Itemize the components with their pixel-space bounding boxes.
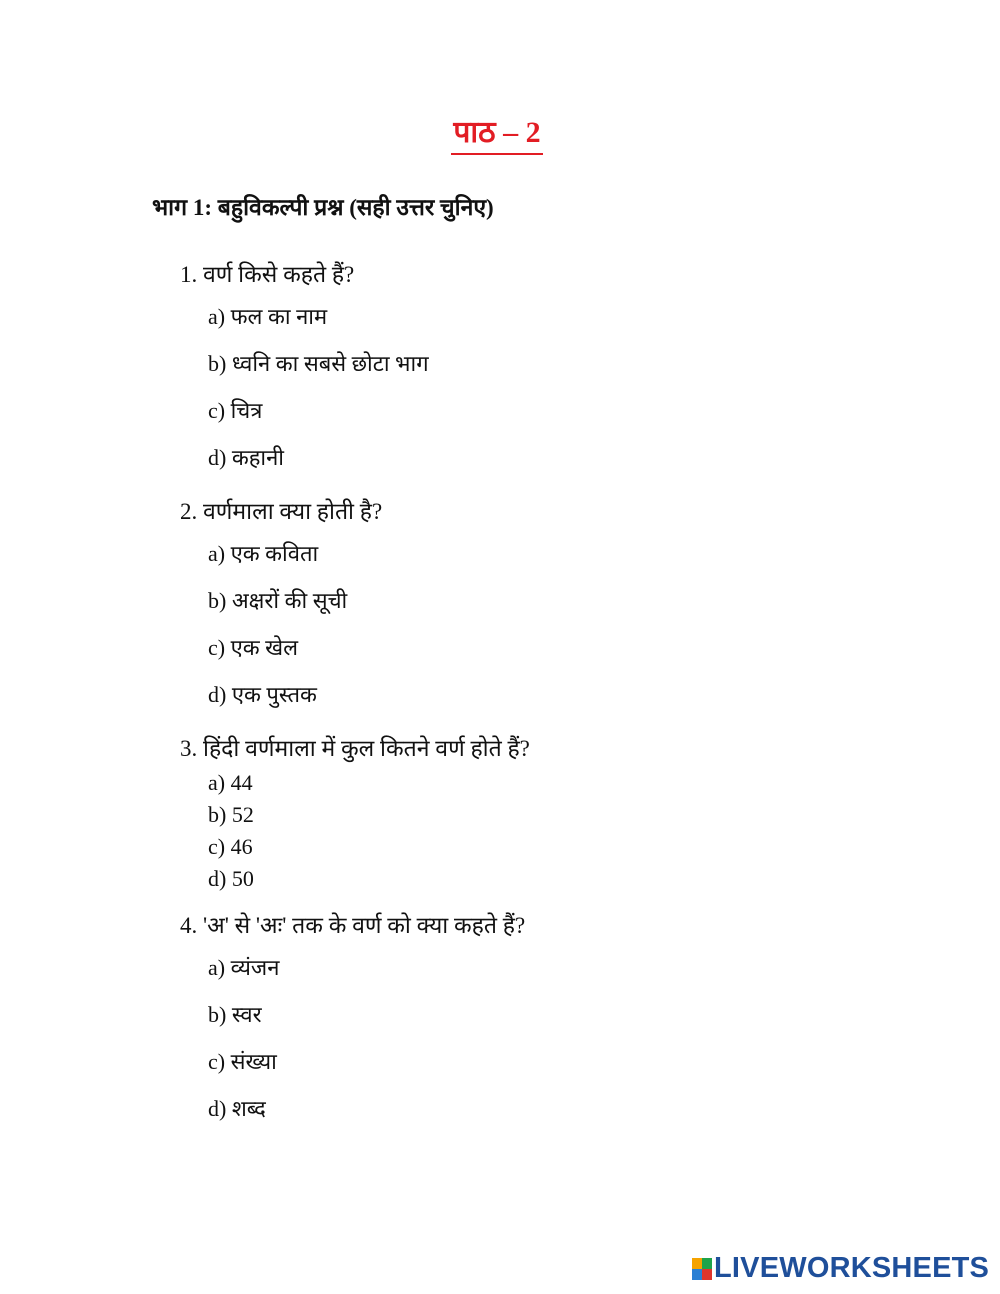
page-title: पाठ – 2	[451, 110, 542, 155]
answer-option[interactable]: d) एक पुस्तक	[208, 682, 317, 707]
answer-option[interactable]: b) अक्षरों की सूची	[208, 588, 348, 613]
answer-option[interactable]: c) एक खेल	[208, 635, 299, 660]
answer-option[interactable]: a) 44	[208, 770, 253, 795]
answer-option[interactable]: c) संख्या	[208, 1049, 277, 1074]
liveworksheets-logo	[692, 1252, 989, 1285]
answer-option[interactable]: a) फल का नाम	[208, 304, 328, 329]
answer-option[interactable]: a) व्यंजन	[208, 955, 280, 980]
answer-option[interactable]: c) चित्र	[208, 398, 263, 423]
liveworksheets-logo-icon	[692, 1258, 712, 1280]
answer-option[interactable]: a) एक कविता	[208, 541, 319, 566]
answer-option[interactable]: b) ध्वनि का सबसे छोटा भाग	[208, 351, 429, 376]
answer-option[interactable]: c) 46	[208, 834, 253, 859]
question-text: 1. वर्ण किसे कहते हैं?	[180, 262, 355, 287]
question-text: 3. हिंदी वर्णमाला में कुल कितने वर्ण होते हैं?	[180, 736, 530, 761]
answer-option[interactable]: d) शब्द	[208, 1096, 266, 1121]
question-block	[180, 257, 880, 481]
answer-option[interactable]: d) 50	[208, 866, 254, 891]
section-heading: भाग 1: बहुविकल्पी प्रश्न (सही उत्तर चुनिए)	[152, 195, 494, 220]
answer-option[interactable]: d) कहानी	[208, 445, 285, 470]
question-block	[180, 731, 880, 895]
question-block	[180, 908, 880, 1132]
question-text: 2. वर्णमाला क्या होती है?	[180, 499, 383, 524]
answer-option[interactable]: b) स्वर	[208, 1002, 262, 1027]
logo-text: LIVEWORKSHEETS	[714, 1252, 990, 1284]
page-title-wrap	[0, 110, 1000, 155]
answer-option[interactable]: b) 52	[208, 802, 254, 827]
question-block	[180, 494, 880, 718]
question-text: 4. 'अ' से 'अः' तक के वर्ण को क्या कहते हैं?	[180, 913, 526, 938]
